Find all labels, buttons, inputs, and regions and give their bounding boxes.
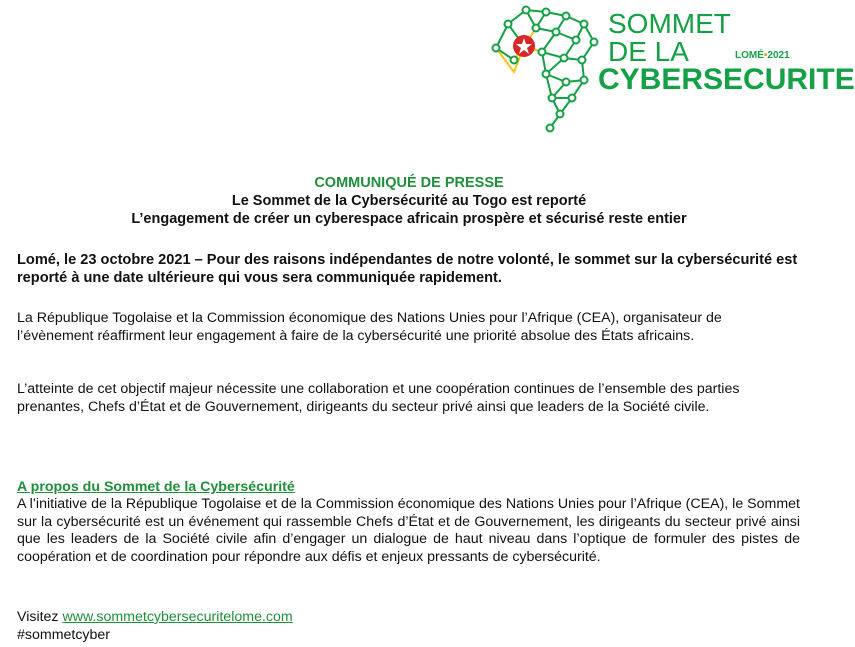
press-release-subtitle: L’engagement de créer un cyberespace africain prospère et sécurisé reste entier	[131, 211, 687, 227]
africa-network-map-icon	[484, 2, 609, 132]
logo-city-year: LOMÉ•2021	[735, 50, 790, 61]
logo-line-3: CYBERSECURITE	[598, 63, 855, 96]
hashtag: #sommetcyber	[17, 627, 111, 643]
about-section-text: A l’initiative de la République Togolaise et de la Commission économique des Nations Unies pour l’Afrique (CEA), le Sommet sur la cybersécurité est un événement qui rassemble Chefs d’État et de Gouvernement, les dirigeants du secteur privé ainsi que les leaders de la Société civile afin d’engager un dialogue de haut niveau dans l’optique de formuler des pistes de coopération et de coordination pour répondre aux défis et enjeux pressants de cybersécurité.	[17, 496, 800, 565]
press-release-label: COMMUNIQUÉ DE PRESSE	[314, 175, 504, 191]
body-paragraph-1: La République Togolaise et la Commission économique des Nations Unies pour l’Afrique (CEA), organisateur de l’évènement réaffirment leur engagement à faire de la cybersécurité une priorité absolue des États africains.	[17, 310, 722, 344]
logo	[484, 2, 855, 132]
logo-line-2: DE LA	[608, 36, 689, 67]
press-release-title: Le Sommet de la Cybersécurité au Togo est reporté	[231, 193, 587, 209]
website-link[interactable]: www.sommetcybersecuritelome.com	[62, 609, 293, 625]
about-section-title: A propos du Sommet de la Cybersécurité	[17, 479, 295, 495]
togo-flag-star-icon	[513, 35, 535, 57]
logo-city: LOMÉ	[735, 50, 764, 61]
visit-label: Visitez	[17, 609, 59, 625]
body-paragraph-2: L’atteinte de cet objectif majeur nécessite une collaboration et une coopération continues de l’ensemble des parties prenantes, Chefs d’État et de Gouvernement, dirigeants du secteur privé ainsi que leaders de la Société civile.	[17, 381, 740, 415]
visit-line	[17, 609, 293, 625]
logo-year: 2021	[767, 50, 790, 61]
lead-paragraph: Lomé, le 23 octobre 2021 – Pour des raisons indépendantes de notre volonté, le sommet sur la cybersécurité est reporté à une date ultérieure qui vous sera communiquée rapidement.	[17, 252, 798, 286]
logo-line-1: SOMMET	[608, 8, 731, 39]
